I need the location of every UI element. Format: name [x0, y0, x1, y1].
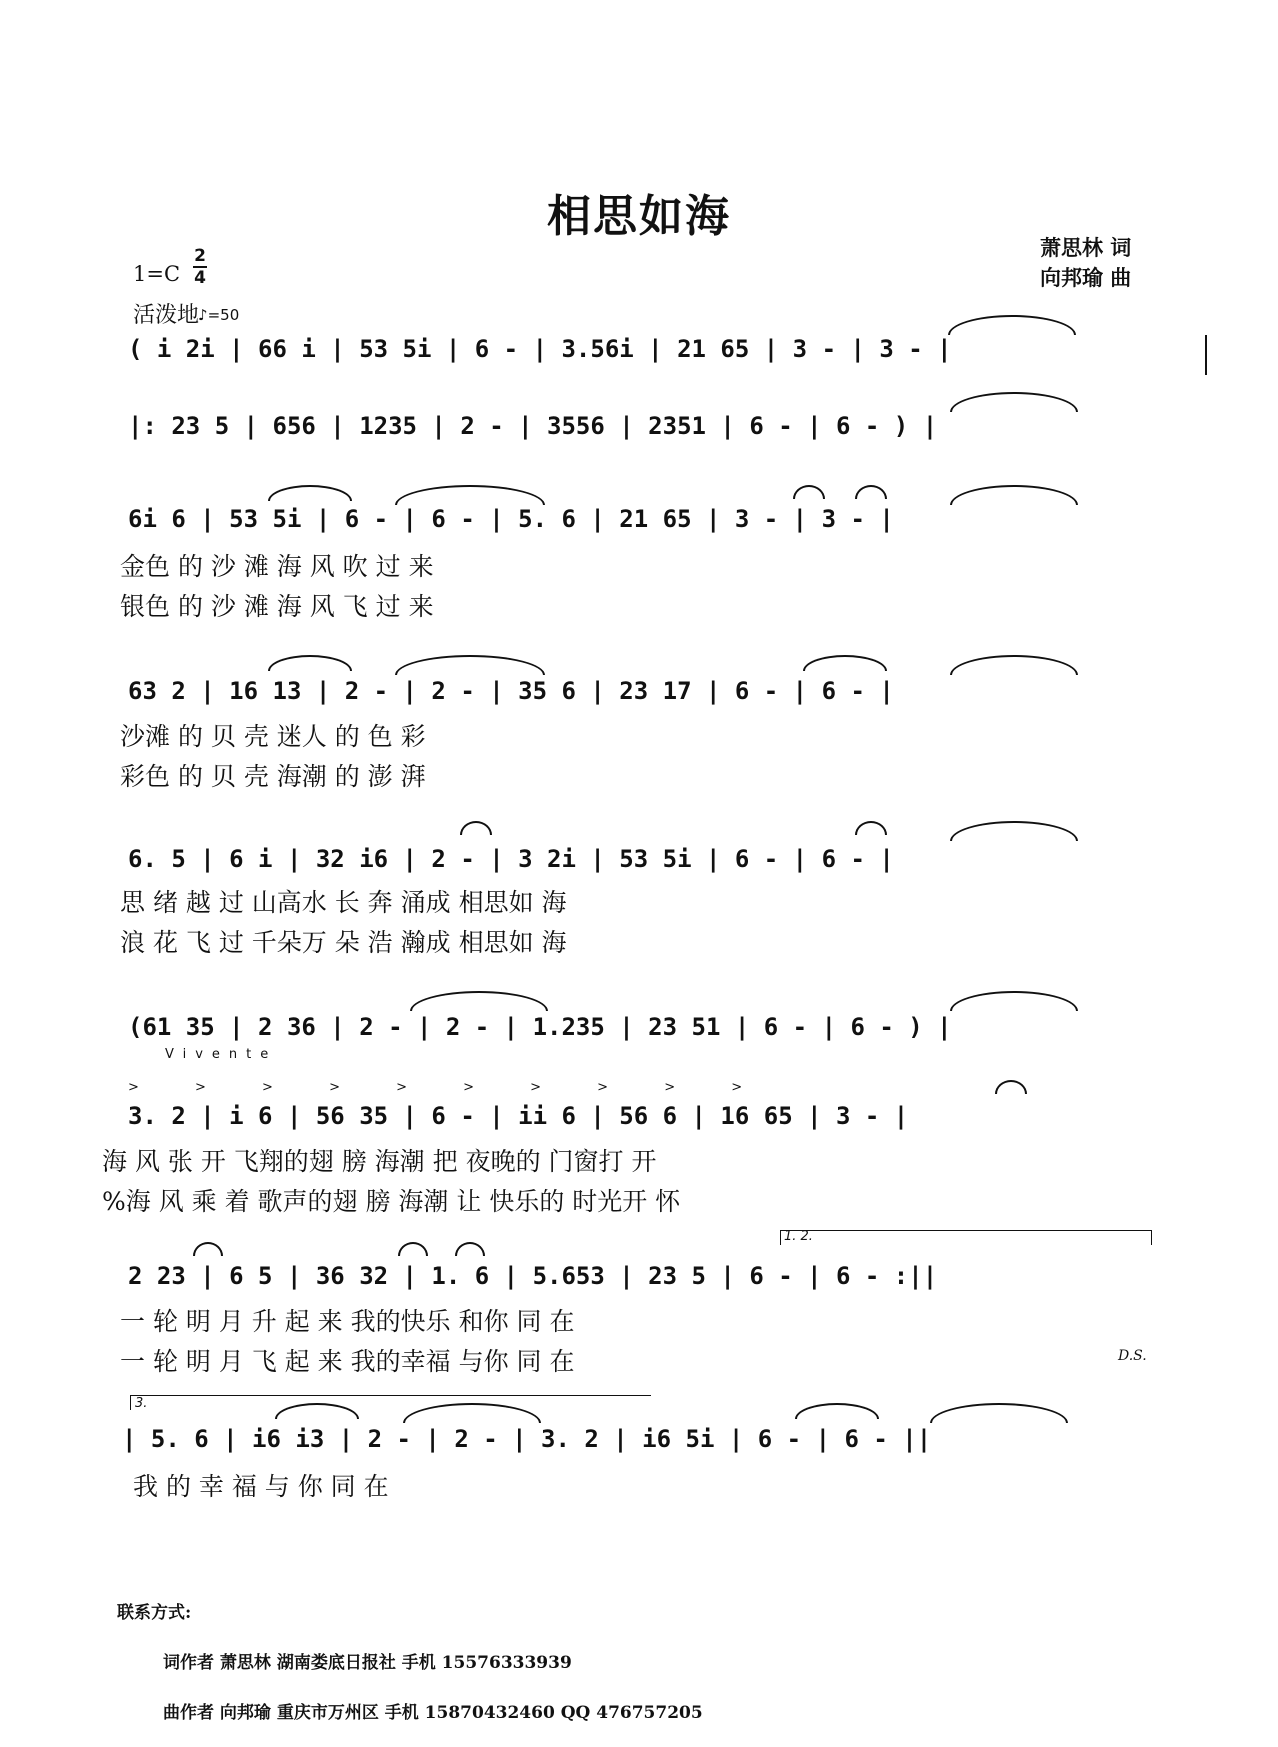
tie: [995, 1080, 1027, 1094]
score-row-1: [0, 335, 1278, 395]
time-top: 2: [194, 246, 206, 266]
contact-lyricist: 词作者 萧思林 湖南娄底日报社 手机 15576333939: [163, 1653, 572, 1673]
score-row-4: [0, 677, 1278, 797]
lyric-row-3-verse-2: 银色 的 沙 滩 海 风 飞 过 来: [120, 592, 434, 621]
notation-row-4: 63 2 | 16 13 | 2 - | 2 - | 35 6 | 23 17 | 6 - | 6 - |: [128, 677, 894, 705]
score-row-2: [0, 412, 1278, 472]
tie: [950, 991, 1078, 1011]
notation-row-1: ( i 2i | 66 i | 53 5i | 6 - | 3.56i | 21 65 | 3 - | 3 - |: [128, 335, 952, 363]
tempo-marking: 活泼地: [133, 303, 200, 328]
lyric-row-4-verse-2: 彩色 的 贝 壳 海潮 的 澎 湃: [120, 762, 426, 791]
accent-marks: > > > > > > > > > >: [128, 1080, 769, 1095]
volta-label: 3.: [135, 1396, 148, 1411]
notation-row-8: 2 23 | 6 5 | 36 32 | 1. 6 | 5.653 | 23 5 | 6 - | 6 - :||: [128, 1262, 938, 1290]
contact-label: 联系方式:: [117, 1603, 192, 1623]
tie: [795, 1403, 879, 1419]
tie: [948, 315, 1076, 335]
score-row-6: [0, 1013, 1278, 1073]
volta-bracket-1-2: [780, 1230, 1152, 1245]
key-signature: 1=C: [133, 262, 181, 286]
tie: [950, 485, 1078, 505]
score-row-7: [0, 1080, 1278, 1220]
time-signature: [193, 246, 207, 288]
tie: [398, 1242, 428, 1256]
tie: [455, 1242, 485, 1256]
tie: [855, 821, 887, 835]
tie: [410, 991, 548, 1011]
lyric-row-8-verse-2: 一 轮 明 月 飞 起 来 我的幸福 与你 同 在: [120, 1347, 575, 1376]
volta-bracket-3: [130, 1395, 651, 1410]
notation-row-3: 6i 6 | 53 5i | 6 - | 6 - | 5. 6 | 21 65 | 3 - | 3 - |: [128, 505, 894, 533]
tie: [950, 655, 1078, 675]
barline: [1205, 335, 1207, 375]
dal-segno-marking: D.S.: [1118, 1348, 1147, 1364]
composer-credit: 向邦瑜 曲: [1040, 265, 1132, 290]
tie: [268, 655, 352, 671]
tie: [395, 655, 545, 675]
tempo-value: [198, 306, 239, 324]
contact-composer: 曲作者 向邦瑜 重庆市万州区 手机 15870432460 QQ 476757205: [163, 1703, 703, 1723]
lyric-row-9: 我 的 幸 福 与 你 同 在: [133, 1472, 389, 1501]
notation-row-5: 6. 5 | 6 i | 32 i6 | 2 - | 3 2i | 53 5i | 6 - | 6 - |: [128, 845, 894, 873]
lyric-row-5-verse-1: 思 绪 越 过 山高水 长 奔 涌成 相思如 海: [120, 888, 567, 917]
tie: [193, 1242, 223, 1256]
notation-row-7: 3. 2 | i 6 | 56 35 | 6 - | ii 6 | 56 6 | 16 65 | 3 - |: [128, 1102, 909, 1130]
lyricist-credit: 萧思林 词: [1040, 235, 1132, 260]
tie: [950, 392, 1078, 412]
page-title: 相思如海: [547, 191, 731, 242]
tie: [793, 485, 825, 499]
lyric-row-8-verse-1: 一 轮 明 月 升 起 来 我的快乐 和你 同 在: [120, 1307, 575, 1336]
score-row-3: [0, 505, 1278, 625]
tie: [855, 485, 887, 499]
tempo-bpm: =50: [207, 306, 240, 324]
volta-label: 1. 2.: [784, 1229, 813, 1244]
tie: [460, 821, 492, 835]
lyric-row-4-verse-1: 沙滩 的 贝 壳 迷人 的 色 彩: [120, 722, 426, 751]
lyric-row-5-verse-2: 浪 花 飞 过 千朵万 朵 浩 瀚成 相思如 海: [120, 928, 567, 957]
score-row-8: [0, 1230, 1278, 1380]
tie: [950, 821, 1078, 841]
time-bottom: 4: [194, 268, 206, 288]
notation-row-2: |: 23 5 | 656 | 1235 | 2 - | 3556 | 2351 | 6 - | 6 - ) |: [128, 412, 938, 440]
lyric-row-7-verse-2: %海 风 乘 着 歌声的翅 膀 海潮 让 快乐的 时光开 怀: [102, 1187, 681, 1216]
note-icon: ♪: [198, 306, 208, 324]
notation-row-6: (61 35 | 2 36 | 2 - | 2 - | 1.235 | 23 51 | 6 - | 6 - ) |: [128, 1013, 952, 1041]
tie: [268, 485, 352, 501]
vivente-marking: Vivente: [165, 1047, 278, 1062]
score-row-5: [0, 845, 1278, 965]
lyric-row-7-verse-1: 海 风 张 开 飞翔的翅 膀 海潮 把 夜晚的 门窗打 开: [102, 1147, 657, 1176]
tie: [930, 1403, 1068, 1423]
lyric-row-3-verse-1: 金色 的 沙 滩 海 风 吹 过 来: [120, 552, 434, 581]
tie: [803, 655, 887, 671]
notation-row-9: | 5. 6 | i6 i3 | 2 - | 2 - | 3. 2 | i6 5i | 6 - | 6 - ||: [122, 1425, 932, 1453]
tie: [395, 485, 545, 505]
score-row-9: [0, 1395, 1278, 1515]
